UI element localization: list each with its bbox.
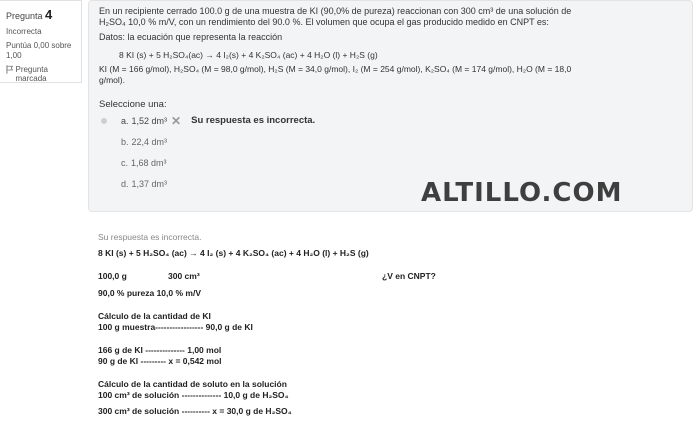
ki-line-2: 166 g de KI -------------- 1,00 mol <box>98 345 222 355</box>
molar-masses-line-2: g/mol). <box>99 75 125 85</box>
question-text <box>99 6 682 86</box>
solute-heading: Cálculo de la cantidad de soluto en la solución <box>98 379 287 389</box>
option-letter: d. <box>121 178 129 189</box>
question-info-panel <box>0 0 82 83</box>
select-label: Seleccione una: <box>99 99 167 110</box>
ki-line-3: 90 g de KI --------- x = 0,542 mol <box>98 356 222 366</box>
option-value: 1,52 dm³ <box>131 115 168 126</box>
molar-masses-line-1: KI (M = 166 g/mol), H₂SO₄ (M = 98,0 g/mol), H₂S (M = 34,0 g/mol), I₂ (M = 254 g/mol), K₂SO₄ (M = 174 g/mol), H₂O (M = 18,0 <box>99 64 572 74</box>
answer-option-c[interactable] <box>99 152 682 173</box>
question-text-line-2: H₂SO₄ 10,0 % m/V, con un rendimiento del 90.0 %. El volumen que ocupa el gas producido medido en CNPT es: <box>99 17 549 27</box>
option-value: 22,4 dm³ <box>131 136 168 147</box>
question-number <box>6 7 77 22</box>
radio-button-a[interactable] <box>101 118 107 124</box>
given-mass: 100,0 g <box>98 271 127 281</box>
flag-icon <box>6 65 13 74</box>
answer-option-b[interactable] <box>99 131 682 152</box>
option-value: 1,37 dm³ <box>131 178 168 189</box>
molar-masses <box>99 64 682 86</box>
option-letter: b. <box>121 136 129 147</box>
solute-line-1: 100 cm³ de solución -------------- 10,0 g de H₂SO₄ <box>98 390 289 400</box>
given-volume: 300 cm³ <box>168 271 200 281</box>
incorrect-icon: ✕ <box>171 113 182 128</box>
solute-line-2: 300 cm³ de solución ---------- x = 30,0 g de H₂SO₄ <box>98 406 292 416</box>
option-value: 1,68 dm³ <box>131 157 167 168</box>
question-score: Puntúa 0,00 sobre 1,00 <box>6 41 72 60</box>
answer-feedback: Su respuesta es incorrecta. <box>191 115 316 126</box>
option-letter: c. <box>121 157 129 168</box>
solution-section <box>98 232 658 417</box>
ki-heading: Cálculo de la cantidad de KI <box>98 311 211 321</box>
flag-question-toggle[interactable] <box>6 65 77 83</box>
answer-option-a[interactable] <box>99 110 682 131</box>
question-number-value: 4 <box>45 7 53 22</box>
data-heading: Datos: la ecuación que representa la reacción <box>99 32 283 42</box>
reaction-equation: 8 KI (s) + 5 H₂SO₄(ac) → 4 I₂(s) + 4 K₂SO₄ (ac) + 4 H₂O (l) + H₂S (g) <box>119 50 378 60</box>
question-status: Incorrecta <box>6 27 42 36</box>
question-text-line-1: En un recipiente cerrado 100.0 g de una muestra de KI (90,0% de pureza) reaccionan con 300 cm³ de una solución de <box>99 6 572 16</box>
option-letter: a. <box>121 115 129 126</box>
question-label: Pregunta <box>6 11 43 21</box>
question-mark: ¿V en CNPT? <box>382 271 436 281</box>
flag-label: Pregunta marcada <box>15 65 48 83</box>
solution-equation: 8 KI (s) + 5 H₂SO₄ (ac) → 4 I₂ (s) + 4 K₂SO₄ (ac) + 4 H₂O (l) + H₂S (g) <box>98 248 369 258</box>
ki-line-1: 100 g muestra----------------- 90,0 g de KI <box>98 322 253 332</box>
given-purity: 90,0 % pureza 10,0 % m/V <box>98 288 201 298</box>
watermark: ALTILLO.COM <box>421 178 623 208</box>
given-data-row <box>98 271 658 282</box>
solution-header: Su respuesta es incorrecta. <box>98 232 202 242</box>
